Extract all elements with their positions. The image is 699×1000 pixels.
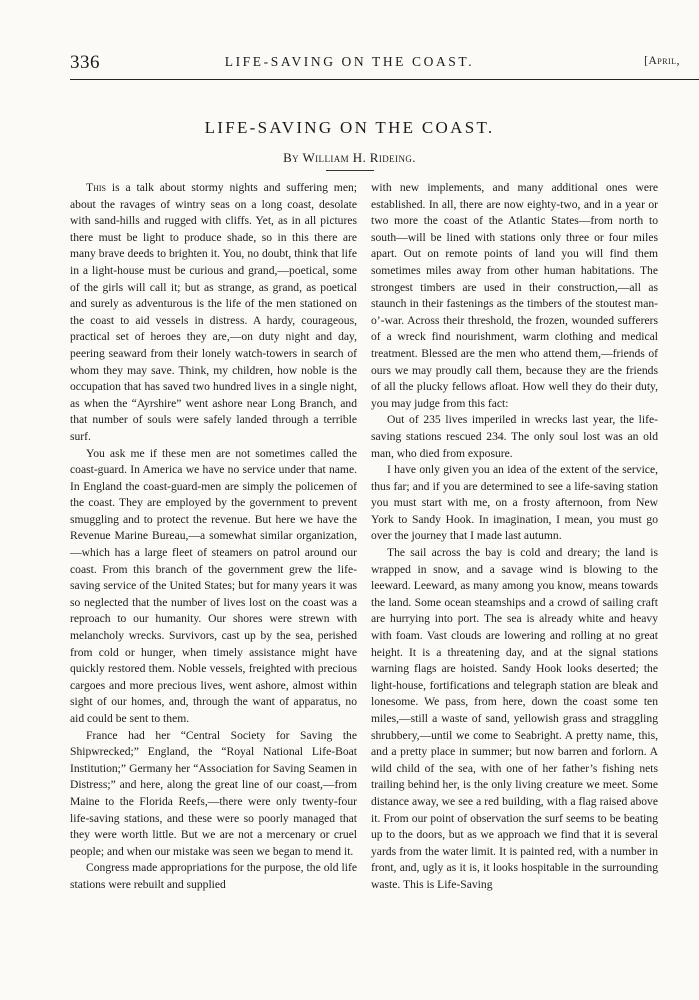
paragraph: I have only given you an idea of the extent of the service, thus far; and if you are determined to see a life-saving station you must start with me, on a frosty afternoon, from New York to Sandy Hook. In imagination, I mean, you must go over the journey that I made last autumn.	[371, 463, 658, 543]
paragraph: Out of 235 lives imperiled in wrecks last year, the life-saving stations rescued 234. The only soul lost was an old man, who died from exposure.	[371, 413, 658, 460]
article-title: LIFE-SAVING ON THE COAST.	[204, 118, 495, 137]
paragraph: The sail across the bay is cold and dreary; the land is wrapped in snow, and a savage wind is blowing to the leeward. Leeward, as many among you know, means towards the land. Some ocean steamships and a crowd of sailing craft are hurrying into port. The sea is already white and heavy with foam. Vast clouds are lowering and rolling at no great height. It is a threatening day, and at the signal stations warning flags are hoisted. Sandy Hook looks deserted; the light-house, fortifications and telegraph station are bleak and lonesome. We pass, from here, down the coast some ten miles,—still a waste of sand, yellowish grass and straggling shrubbery,—until we come to Seabright. A pretty name, this, and a pretty place in summer; but now barren and forlorn. A wild child of the sea, with one of her father’s fishing nets trailing behind her, is the only living creature we meet. Some distance away, we see a red building, with a flag raised above it. From our point of observation the surf seems to be beating up to the doors, but as we approach we find that it is several yards from the water limit. It is painted red, with a number in front, and, ugly as it is, it looks hospitable in the surrounding waste. This is Life-Saving	[371, 546, 658, 891]
right-column	[371, 180, 658, 894]
lead-word: This	[86, 181, 106, 194]
byline-prefix: By	[283, 150, 303, 165]
byline-rule	[326, 170, 374, 171]
running-title: LIFE-SAVING ON THE COAST.	[224, 54, 475, 69]
byline	[0, 150, 699, 166]
paragraph-text: is a talk about stormy nights and suffering men; about the ravages of wintry seas on a long coast, desolate with sand-hills and rugged with cliffs. Yet, as in all pictures there must be light to produce shade, so in this there are many brave deeds to brighten it. You, no doubt, think that life in a light-house must be curious and grand,—poetical, some of the girls will call it; but as strange, as grand, as poetical and surely as adventurous is the life of the men stationed on the coast to aid vessels in distress. A hardy, courageous, practical set of heroes they are,—on duty night and day, peering seaward from their lonely watch-towers in search of whom they may save. Think, my children, how noble is the occupation that has saved two hundred lives in a single night, as when the “Ayrshire” went ashore near Long Branch, and that number of souls were safely landed through a terrible surf.	[70, 181, 357, 443]
page-number: 336	[70, 52, 100, 73]
page-header	[0, 52, 699, 76]
header-rule	[70, 79, 699, 80]
paragraph: Congress made appropriations for the purpose, the old life stations were rebuilt and supplied	[70, 861, 357, 891]
paragraph	[70, 180, 357, 446]
paragraph: You ask me if these men are not sometimes called the coast-guard. In America we have no service under that name. In England the coast-guard-men are simply the policemen of the coast. They are employed by the government to prevent smuggling and to protect the revenue. But here we have the Revenue Marine Bureau,—a somewhat similar organization,—which has a large fleet of steamers on patrol around our coast. From this branch of the government grew the life-saving service of the United States; but for many years it was so neglected that the number of lives lost on the coast was a reproach to our humanity. Our shores were strewn with melancholy wrecks. Survivors, cast up by the sea, perished from cold or hunger, when timely assistance might have quickly restored them. Noble vessels, freighted with precious cargoes and more precious lives, went ashore, almost within sight of our homes, and, through the want of apparatus, no aid could be sent to them.	[70, 446, 357, 725]
paragraph: with new implements, and many additional ones were established. In all, there are now eighty-two, and in a year or two more the coast of the Atlantic States—from north to south—will be lined with stations only three or four miles apart. Out on remote points of land you will find them sometimes miles away from other human habitations. The strongest timbers are used in their construction,—all as staunch in their fastenings as the timbers of the stoutest man-o’-war. Across their threshold, the frozen, wounded sufferers of a wreck find nourishment, warm clothing and medical treatment. Blessed are the men who attend them,—friends of ours we may proudly call them, because they are the friends of all the plucky fellows afloat. How well they do their duty, you may judge from this fact:	[371, 181, 658, 410]
issue-month: [April,	[644, 55, 680, 67]
author-name: William H. Rideing.	[302, 150, 416, 165]
left-column	[70, 180, 357, 894]
paragraph: France had her “Central Society for Saving the Shipwrecked;” England, the “Royal National Life-Boat Institution;” Germany her “Association for Saving Seamen in Distress;” and here, along the great line of our coast,—from Maine to the Florida Reefs,—there were only twenty-four life-saving stations, and these were so poorly managed that they were worth little. But we are not a mercenary or cruel people; and when our mistake was seen we began to mend it.	[70, 728, 357, 858]
